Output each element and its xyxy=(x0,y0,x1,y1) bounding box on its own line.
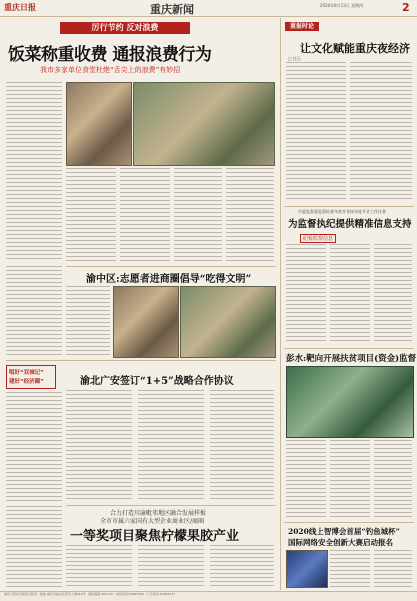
sidebar-story3-col2 xyxy=(330,440,370,518)
lead-subhead: 我市多家单位食堂杜绝“舌尖上的浪费”有妙招 xyxy=(40,66,181,74)
sidebar-body-col2 xyxy=(350,62,412,202)
story4-body-col3 xyxy=(138,545,204,588)
divider xyxy=(66,266,276,267)
issue-date: 2020年8月13日 星期四 xyxy=(320,3,364,8)
sidebar-story4-col1 xyxy=(330,550,370,588)
story4-body-col1 xyxy=(6,506,62,588)
lead-photo-right xyxy=(133,82,275,166)
page-number: 2 xyxy=(402,1,410,14)
story4-body-col4 xyxy=(210,545,274,588)
sidebar-headline: 让文化赋能重庆夜经济 xyxy=(300,42,410,55)
sidebar-story3-headline: 彭水:靶向开展扶贫项目(资金)监督 xyxy=(286,354,417,364)
column-divider xyxy=(280,18,281,590)
lead-body-col4 xyxy=(174,168,222,262)
footer-text: 重庆日报社出版发行报刊 · 地址:重庆市渝北区同茂大道416号 · 邮政编码:401120 · 本报热线:63907000 · 广告热线:63905757 xyxy=(4,592,176,596)
sidebar-tag: 重报时论 xyxy=(285,22,319,31)
sidebar-story2-col1 xyxy=(286,244,326,344)
lead-body-col2 xyxy=(66,168,116,262)
sidebar-story3-col3 xyxy=(374,440,412,518)
divider xyxy=(284,522,414,523)
story2-headline: 渝中区:志愿者进商圈倡导“吃得文明” xyxy=(86,274,252,285)
divider xyxy=(284,206,414,207)
divider xyxy=(66,505,276,506)
story3-kicker-box xyxy=(6,365,56,389)
lead-body-col1 xyxy=(6,82,62,262)
divider xyxy=(6,360,276,361)
story4-body-col2 xyxy=(66,545,132,588)
lead-body-col3 xyxy=(120,168,170,262)
story2-body-col2 xyxy=(66,286,110,356)
story2-photo-left xyxy=(113,286,179,358)
sidebar-story4-sub: 国际网络安全创新大赛启动报名 xyxy=(288,538,393,547)
story4-subhead: 全市市属六家国有大型企业商业区/商圈 xyxy=(100,518,205,525)
sidebar-story2-col3 xyxy=(374,244,412,344)
story3-kicker-line2: 建好“经济圈” xyxy=(9,379,44,385)
divider xyxy=(284,348,414,349)
story3-body-col2 xyxy=(66,390,132,502)
sidebar-story2-headline: 为监督执纪提供精准信息支持 xyxy=(288,219,412,230)
lead-headline: 饭菜称重收费 通报浪费行为 xyxy=(8,45,212,65)
sidebar-story4-col2 xyxy=(374,550,412,588)
brand-logo: 重庆日报 xyxy=(4,2,36,12)
story3-headline: 渝北广安签订“1+5”战略合作协议 xyxy=(80,376,234,387)
sidebar-story2-kicker: 市委监督委监督检查年底并非按年度开业工作任务 xyxy=(298,209,386,214)
sidebar-story4-photo xyxy=(286,550,328,588)
story3-body-col1 xyxy=(6,392,62,502)
lead-kicker: 厉行节约 反对浪费 xyxy=(60,22,190,34)
sidebar-story3-col1 xyxy=(286,440,326,518)
sidebar-story2-col2 xyxy=(330,244,370,344)
lead-body-col5 xyxy=(226,168,274,262)
lead-photo-left xyxy=(66,82,132,166)
story4-headline: 一等奖项目聚焦柠檬果胶产业 xyxy=(70,529,240,544)
story3-kicker-line1: 唱好“双城记” xyxy=(9,370,44,376)
story4-kicker: 合力打造川渝毗邻地区融合发展样板 xyxy=(110,510,207,517)
sidebar-story4-headline: 2020线上智博会首届“钓鱼城杯” xyxy=(288,527,401,536)
story3-body-col3 xyxy=(138,390,204,502)
story2-body-col1 xyxy=(6,266,62,356)
story2-photo-right xyxy=(180,286,276,358)
sidebar-story2-tag: 纪检监察信息 xyxy=(300,234,336,243)
section-title: 重庆新闻 xyxy=(150,3,194,16)
story3-body-col4 xyxy=(210,390,274,502)
sidebar-story3-photo xyxy=(286,366,414,438)
sidebar-body-col1 xyxy=(286,62,346,202)
sidebar-byline: □ 任正 xyxy=(288,56,302,61)
